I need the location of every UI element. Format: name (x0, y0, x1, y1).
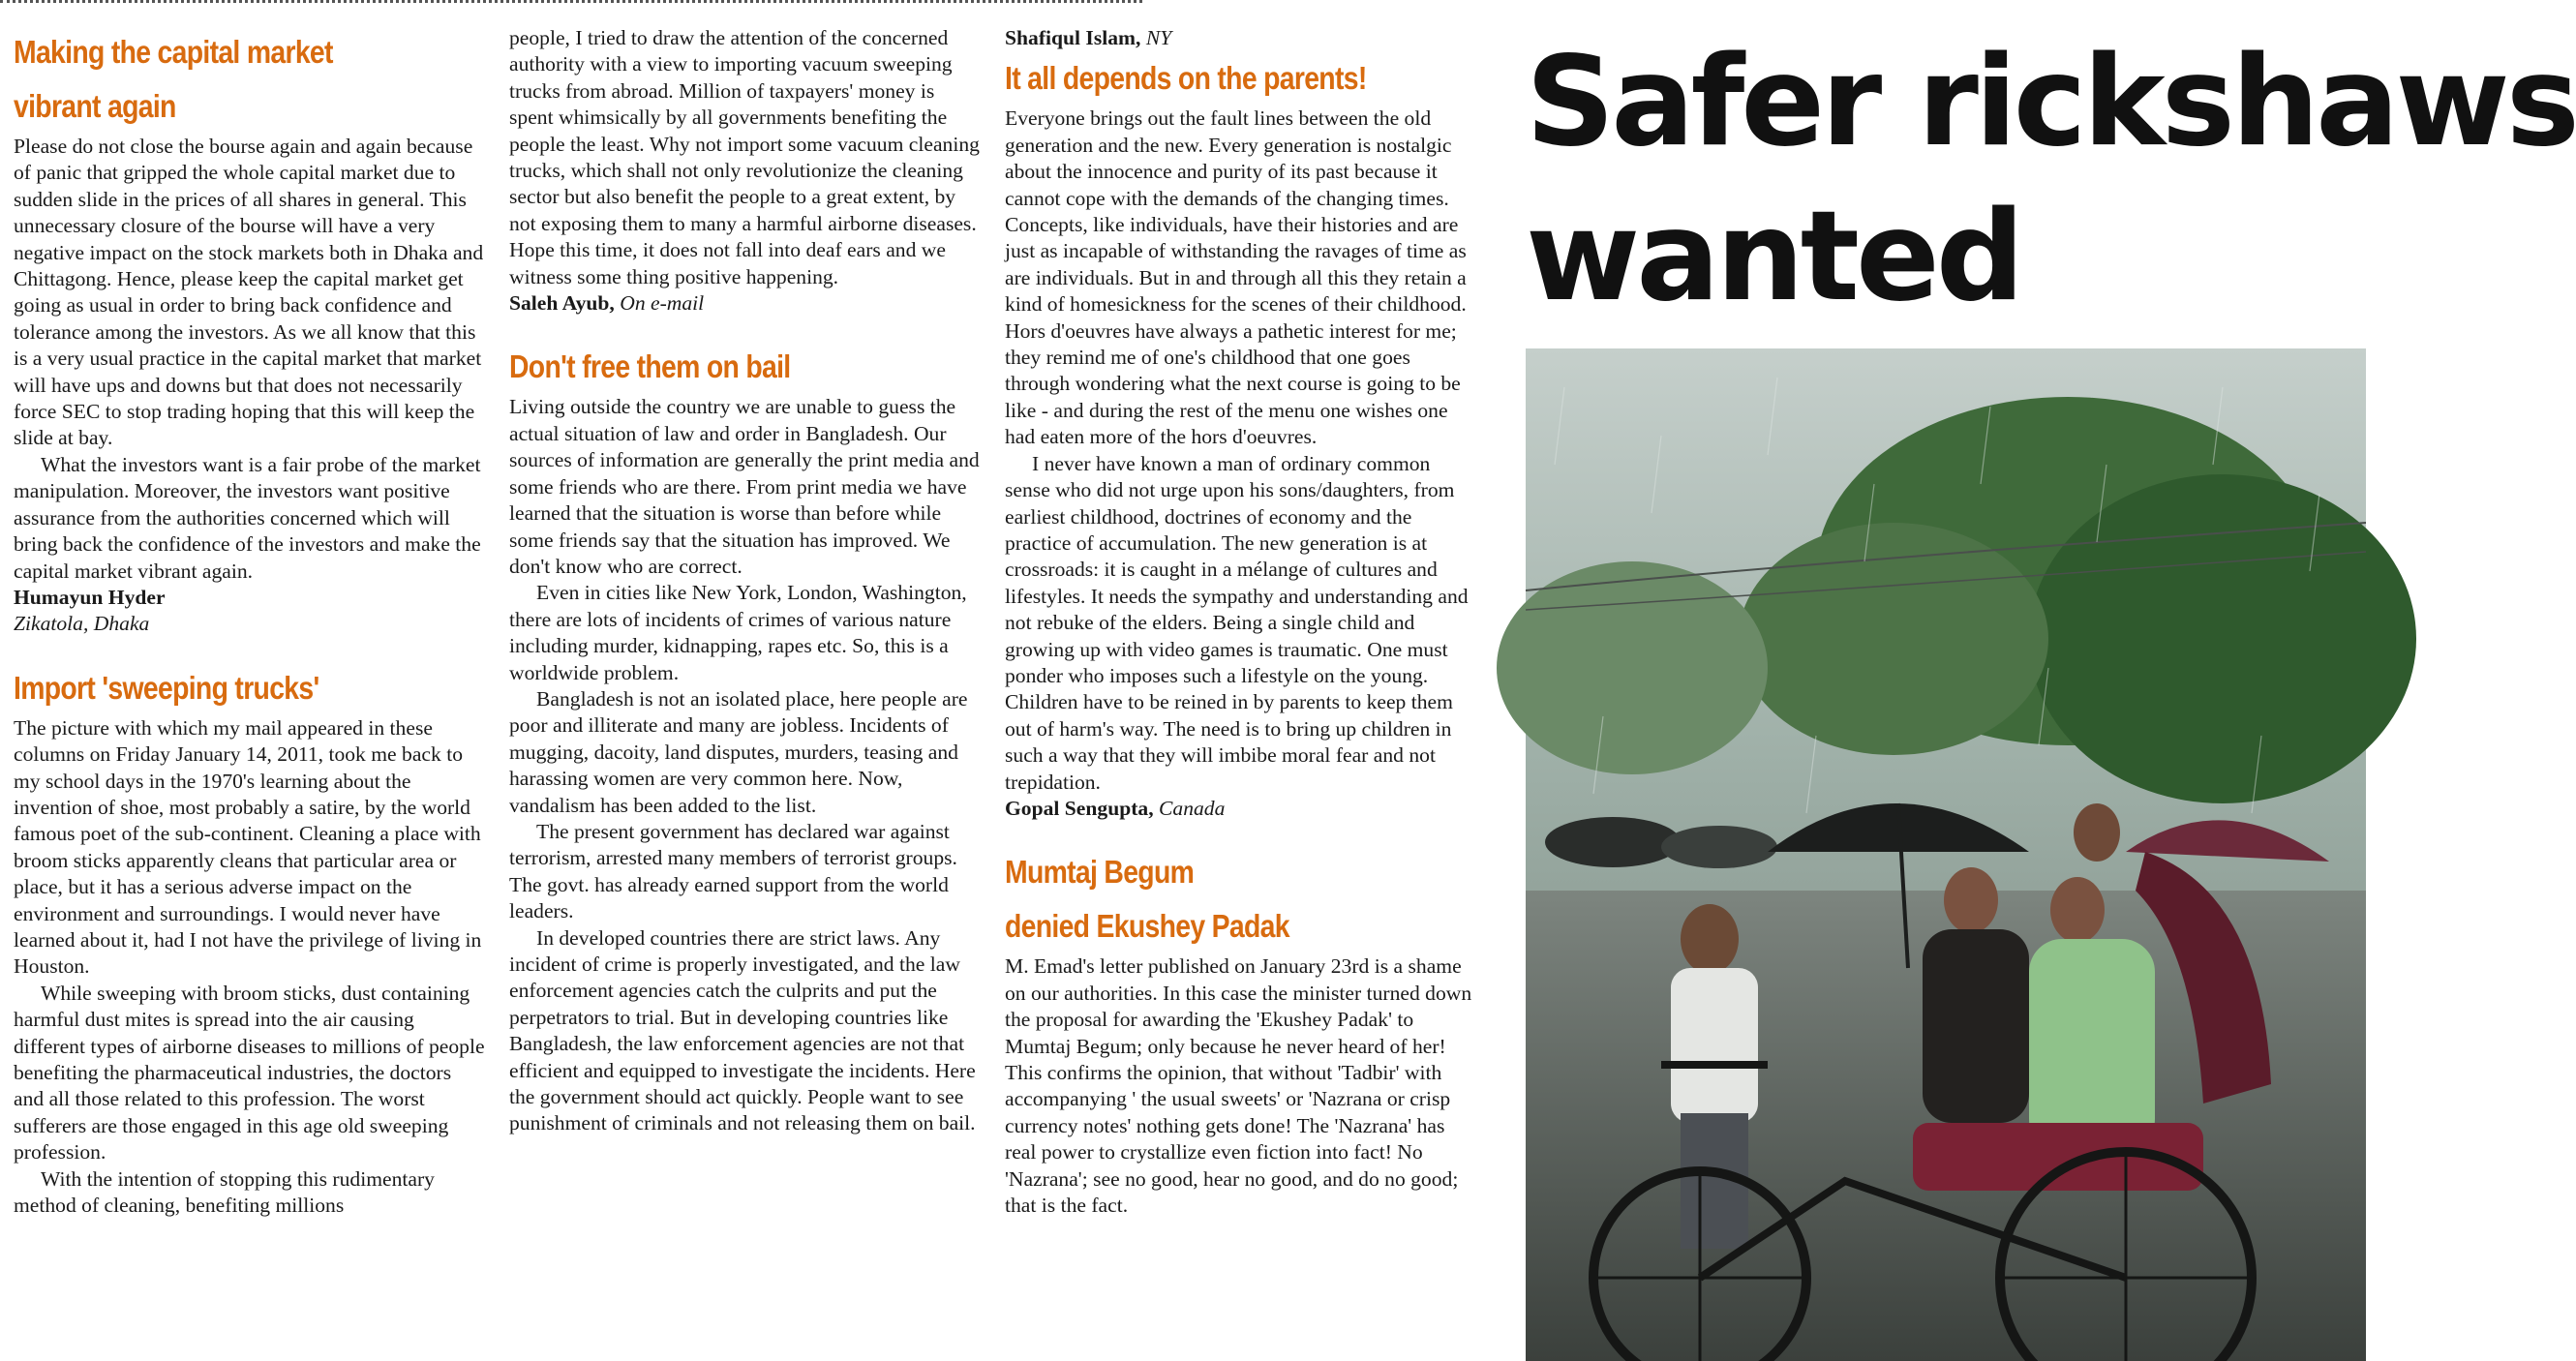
letter-paragraph: With the intention of stopping this rudimentary method of cleaning, benefiting millions (14, 1166, 435, 1218)
letter-paragraph: Even in cities like New York, London, Washington, there are lots of incidents of crimes of various nature including murder, kidnapping, rapes etc. So, this is a worldwide problem. (509, 581, 967, 684)
letter-signature-place: Canada (1159, 796, 1226, 820)
letter-paragraph: Living outside the country we are unable to guess the actual situation of law and order in Bangladesh. Our sources of information are generally the print media and some friends who are there. From print media we have learned that the situation is worse than before while some friends say that the situation has improved. We don't know who are correct. (509, 395, 980, 578)
letter-paragraph: The picture with which my mail appeared in these columns on Friday January 14, 2011, took me back to my school days in the 1970's learning about the invention of shoe, most probably a satire, by the world famous poet of the sub-continent. Cleaning a place with broom sticks apparently cleans that particular area or place, but it has a serious adverse impact on the environment and surroundings. I would never have learned about it, had I not have the privilege of living in Houston. (14, 715, 482, 979)
letter-signature-name: Shafiqul Islam, (1005, 26, 1141, 49)
letter-paragraph: M. Emad's letter published on January 23rd is a shame on our authorities. In this case the minister turned down the proposal for awarding the 'Ekushey Padak' to Mumtaj Begum; only because he never heard of her! This confirms the opinion, that without 'Tadbir' with accompanying ' the usual sweets' or 'Nazrana or crisp currency notes' nothing gets done! The 'Nazrana' has real power to crystallize even fiction into fact! No 'Nazrana'; see no good, hear no good, and do no good; that is the fact. (1005, 954, 1472, 1218)
letter-signature-name: Humayun Hyder (14, 585, 166, 609)
photo-passenger-body (1923, 929, 2029, 1123)
letter-signature (1005, 796, 1477, 822)
letter-title-parents: It all depends on the parents! (1005, 60, 1367, 97)
photo-umbrella (1545, 817, 1681, 867)
letter-signature (509, 290, 982, 317)
letter-paragraph: Everyone brings out the fault lines between the old generation and the new. Every generation is nostalgic about the innocence and purity of its past because it cannot cope with the demands of the changing times. Concepts, like individuals, have their histories and are just as incapable of withstanding the ravages of time as are individuals. But in and through all this they retain a kind of homesickness for the scenes of their childhood. Hors d'oeuvres have always a pathetic interest for me; they remind me of one's childhood that one goes through wondering what the next course is going to be like - and during the rest of the menu one wishes one had eaten more of the hors d'oeuvres. (1005, 106, 1467, 449)
photo-passenger-head (2050, 877, 2105, 943)
rickshaw-rain-photo (1526, 348, 2366, 1361)
letter-title-sweeping-trucks: Import 'sweeping trucks' (14, 669, 319, 706)
letter-title-line: Making the capital market (14, 34, 333, 70)
letter-title-capital-market (14, 25, 420, 134)
letter-signature-name: Saleh Ayub, (509, 291, 615, 316)
letter-signature-name: Gopal Sengupta, (1005, 796, 1154, 820)
feature-headline (1526, 25, 2576, 335)
photo-puller-head (1681, 904, 1739, 974)
letter-paragraph: In developed countries there are strict laws. Any incident of crime is properly investigated, and the law enforcement agencies catch the culprits and put the perpetrators to trial. But in developing countries like Bangladesh, the law enforcement agencies are not that efficient and equipped to investigate the incidents. Here the government should act quickly. People want to see punishment of criminals and not releasing them on bail. (509, 925, 976, 1135)
letter-signature-place: Zikatola, Dhaka (14, 612, 150, 636)
photo-passenger-head (2074, 803, 2120, 862)
photo-umbrella (1661, 826, 1777, 868)
photo-tree (1497, 561, 1768, 774)
letters-column-1 (14, 25, 486, 1219)
letter-paragraph: While sweeping with broom sticks, dust containing harmful dust mites is spread into the air causing different types of airborne diseases to millions of people benefiting the pharmaceutical industries, the doctors and all those related to this profession. The worst sufferers are those engaged in this age old sweeping profession. (14, 981, 485, 1164)
photo-passenger-body (2029, 939, 2155, 1152)
letter-title-mumtaj-begum (1005, 845, 1411, 953)
letter-paragraph: What the investors want is a fair probe of the market manipulation. Moreover, the investors want positive assurance from the authorities concerned which will bring back the confidence of the investors and make the capital market vibrant again. (14, 452, 481, 583)
letter-paragraph: Bangladesh is not an isolated place, here people are poor and illiterate and many are jobless. Incidents of mugging, dacoity, land disputes, murders, teasing and harassing women are very common here. Now, vandalism has been added to the list. (509, 686, 968, 817)
letter-title-line: vibrant again (14, 88, 176, 124)
feature-headline-line: Safer rickshaws (1526, 30, 2576, 174)
letter-title-line: Mumtaj Begum (1005, 854, 1195, 891)
photo-puller-body (1671, 968, 1758, 1123)
letter-title-line: denied Ekushey Padak (1005, 908, 1289, 945)
letter-paragraph: I never have known a man of ordinary common sense who did not urge upon his sons/daughters, from earliest childhood, doctrines of economy and the practice of accumulation. The new generation is at crossroads: it is caught in a mélange of cultures and lifestyles. It needs the sympathy and understanding and not rebuke of the elders. Being a single child and growing up with video games is traumatic. One must ponder who imposes such a lifestyle on the young. Children have to be reined in by parents to keep them out of harm's way. The need is to bring up children in such a way that they will imbibe moral fear and not trepidation. (1005, 451, 1469, 794)
letters-column-3 (1005, 25, 1477, 1219)
letter-paragraph: The present government has declared war against terrorism, arrested many members of terrorist groups. The govt. has already earned support from the world leaders. (509, 819, 957, 923)
letter-paragraph: people, I tried to draw the attention of the concerned authority with a view to importing vacuum sweeping trucks from abroad. Million of taxpayers' money is spent whimsically by all governments benefiting the people the least. Why not import some vacuum cleaning trucks, which shall not only revolutionize the cleaning sector but also benefit the people to a great extent, by not exposing them to many a harmful airborne diseases. Hope this time, it does not fall into deaf ears and we witness some thing positive happening. (509, 26, 980, 288)
top-dotted-rule (0, 0, 1142, 3)
feature-headline-line: wanted (1526, 185, 2021, 329)
letter-signature-place: On e-mail (620, 291, 705, 316)
letter-title-bail: Don't free them on bail (509, 348, 791, 385)
photo-passenger-head (1944, 867, 1998, 933)
letters-column-2 (509, 25, 982, 1137)
letter-signature-place: NY (1145, 26, 1172, 49)
letter-signature (1005, 25, 1477, 51)
letter-paragraph: Please do not close the bourse again and again because of panic that gripped the whole capital market due to sudden slide in the prices of all shares in general. This unnecessary closure of the bourse will have a very negative impact on the stock markets both in Dhaka and Chittagong. Hence, please keep the capital market get going as usual in order to bring back confidence and tolerance among the investors. As we all know that this is a very usual practice in the capital market that market will have ups and downs but that does not necessarily force SEC to stop trading hoping that this will keep the slide at bay. (14, 135, 484, 450)
